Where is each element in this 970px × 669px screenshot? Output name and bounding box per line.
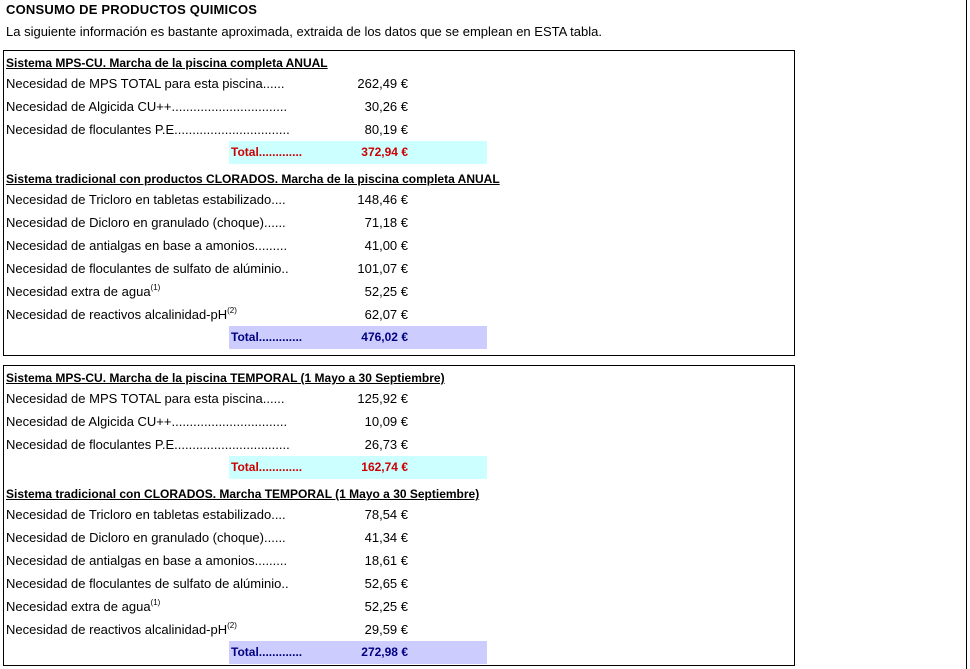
total-label: Total.............	[231, 645, 303, 659]
row-value: 101,07 €	[357, 261, 408, 276]
table-row	[4, 303, 794, 326]
footnote-marker: (1)	[150, 598, 161, 607]
footnote-marker: (2)	[227, 621, 237, 630]
section-title: Sistema tradicional con productos CLORADOS. Marcha de la piscina completa ANUAL	[6, 172, 500, 186]
total-row	[4, 141, 794, 164]
total-value: 272,98 €	[361, 645, 408, 659]
row-label: Necesidad de Dicloro en granulado (choque)......	[6, 215, 286, 230]
row-label-text: Necesidad de reactivos alcalinidad-pH	[6, 307, 228, 322]
row-label: Necesidad de floculantes de sulfato de alúminio..	[6, 576, 289, 591]
row-value: 78,54 €	[364, 507, 408, 522]
row-value: 30,26 €	[364, 99, 408, 114]
table-row	[4, 410, 794, 433]
total-label: Total.............	[231, 460, 303, 474]
table-row	[4, 503, 794, 526]
table-row	[4, 234, 794, 257]
row-label: Necesidad de Tricloro en tabletas estabilizado....	[6, 192, 286, 207]
total-row	[4, 456, 794, 479]
row-label: Necesidad de Dicloro en granulado (choque)......	[6, 530, 286, 545]
right-edge-line	[966, 0, 967, 669]
section-title: Sistema MPS-CU. Marcha de la piscina TEMPORAL (1 Mayo a 30 Septiembre)	[6, 371, 445, 385]
row-value: 29,59 €	[364, 622, 408, 637]
row-label: Necesidad de Algicida CU++................................	[6, 99, 288, 114]
table-row	[4, 118, 794, 141]
table-row	[4, 595, 794, 618]
row-value: 10,09 €	[364, 414, 408, 429]
table-row	[4, 618, 794, 641]
row-value: 52,25 €	[364, 284, 408, 299]
total-value: 476,02 €	[361, 330, 408, 344]
row-value: 18,61 €	[364, 553, 408, 568]
row-value: 41,00 €	[364, 238, 408, 253]
row-value: 41,34 €	[364, 530, 408, 545]
row-value: 262,49 €	[357, 76, 408, 91]
table-row	[4, 280, 794, 303]
total-row	[4, 326, 794, 349]
table-row	[4, 526, 794, 549]
section-title: Sistema MPS-CU. Marcha de la piscina completa ANUAL	[6, 56, 328, 70]
row-value: 26,73 €	[364, 437, 408, 452]
row-label-text: Necesidad extra de agua	[6, 599, 151, 614]
total-row	[4, 641, 794, 664]
row-value: 62,07 €	[364, 307, 408, 322]
table-row	[4, 72, 794, 95]
footnote-marker: (2)	[227, 306, 237, 315]
footnote-marker: (1)	[150, 283, 161, 292]
row-label: Necesidad de antialgas en base a amonios.........	[6, 238, 288, 253]
annual-consumption-box	[3, 50, 795, 356]
table-row	[4, 572, 794, 595]
row-label: Necesidad de floculantes de sulfato de alúminio..	[6, 261, 289, 276]
total-value: 162,74 €	[361, 460, 408, 474]
table-row	[4, 188, 794, 211]
total-label: Total.............	[231, 330, 303, 344]
row-label: Necesidad de Tricloro en tabletas estabilizado....	[6, 507, 286, 522]
row-label: Necesidad de antialgas en base a amonios.........	[6, 553, 288, 568]
table-row	[4, 211, 794, 234]
total-label: Total.............	[231, 145, 303, 159]
row-label: Necesidad de floculantes P.E................................	[6, 437, 290, 452]
page-title: CONSUMO DE PRODUCTOS QUIMICOS	[6, 2, 258, 17]
table-row	[4, 549, 794, 572]
row-label: Necesidad de MPS TOTAL para esta piscina......	[6, 391, 285, 406]
row-label: Necesidad de Algicida CU++................................	[6, 414, 288, 429]
row-label	[6, 595, 322, 618]
row-value: 52,65 €	[364, 576, 408, 591]
row-value: 71,18 €	[364, 215, 408, 230]
row-value: 148,46 €	[357, 192, 408, 207]
temporal-consumption-box	[3, 365, 795, 666]
row-label	[6, 618, 322, 641]
table-row	[4, 257, 794, 280]
row-label: Necesidad de MPS TOTAL para esta piscina......	[6, 76, 285, 91]
table-row	[4, 95, 794, 118]
row-label	[6, 303, 322, 326]
table-row	[4, 387, 794, 410]
page-subtitle: La siguiente información es bastante aproximada, extraida de los datos que se emplean en ESTA tabla.	[6, 24, 602, 39]
row-value: 80,19 €	[364, 122, 408, 137]
total-value: 372,94 €	[361, 145, 408, 159]
row-label: Necesidad de floculantes P.E................................	[6, 122, 290, 137]
row-value: 125,92 €	[357, 391, 408, 406]
section-title: Sistema tradicional con CLORADOS. Marcha TEMPORAL (1 Mayo a 30 Septiembre)	[6, 487, 480, 501]
row-value: 52,25 €	[364, 599, 408, 614]
row-label-text: Necesidad de reactivos alcalinidad-pH	[6, 622, 228, 637]
row-label	[6, 280, 322, 303]
row-label-text: Necesidad extra de agua	[6, 284, 151, 299]
table-row	[4, 433, 794, 456]
